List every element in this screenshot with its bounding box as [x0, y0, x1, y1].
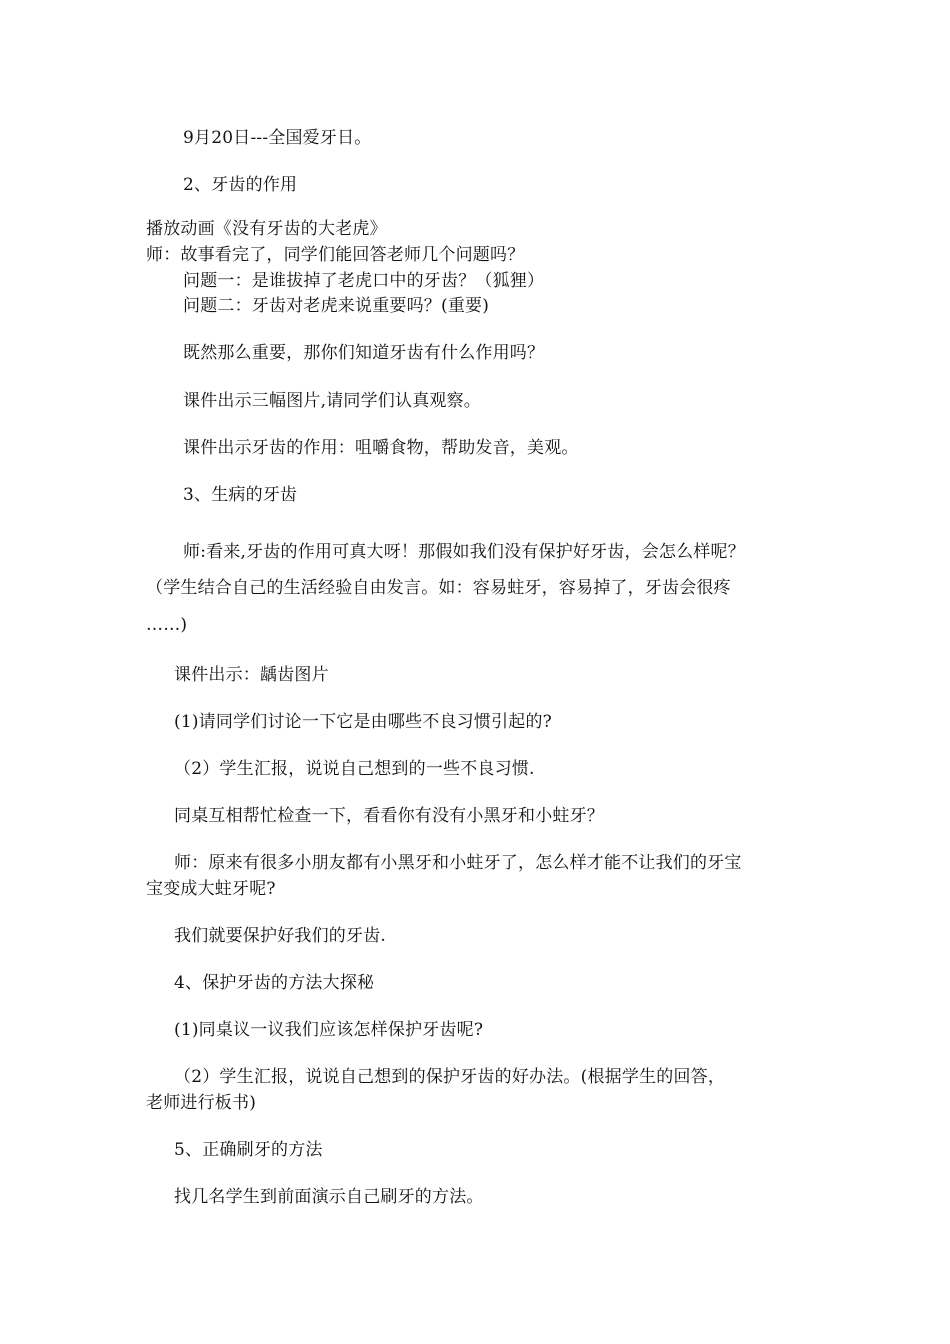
text-line: 课件出示三幅图片,请同学们认真观察。 [183, 391, 482, 411]
text-line: 既然那么重要，那你们知道牙齿有什么作用吗？ [183, 343, 545, 363]
text-line: 播放动画《没有牙齿的大老虎》 [146, 219, 387, 239]
text-line: ……) [146, 615, 188, 635]
text-line: 师:看来,牙齿的作用可真大呀！那假如我们没有保护好牙齿，会怎么样呢？ [183, 542, 745, 562]
section-heading: 5、正确刷牙的方法 [174, 1140, 323, 1160]
section-heading: 3、生病的牙齿 [183, 485, 298, 505]
text-line: 9月20日---全国爱牙日。 [183, 128, 372, 148]
text-line: 宝变成大蛀牙呢? [146, 879, 276, 899]
text-line: 老师进行板书) [146, 1093, 257, 1113]
section-heading: 4、保护牙齿的方法大探秘 [174, 973, 375, 993]
text-line: 课件出示牙齿的作用：咀嚼食物，帮助发音，美观。 [183, 438, 579, 458]
text-line: 问题一：是谁拔掉了老虎口中的牙齿？（狐狸） [183, 271, 545, 291]
text-line: （2）学生汇报，说说自己想到的一些不良习惯. [174, 759, 535, 779]
text-line: 师：原来有很多小朋友都有小黑牙和小蛀牙了，怎么样才能不让我们的牙宝 [174, 853, 742, 873]
text-line: 问题二：牙齿对老虎来说重要吗？(重要) [183, 296, 490, 316]
section-heading: 2、牙齿的作用 [183, 175, 298, 195]
text-line: 找几名学生到前面演示自己刷牙的方法。 [174, 1187, 484, 1207]
text-line: (1)同桌议一议我们应该怎样保护牙齿呢? [174, 1020, 484, 1040]
text-line: （2）学生汇报，说说自己想到的保护牙齿的好办法。(根据学生的回答， [174, 1067, 726, 1087]
text-line: 课件出示：龋齿图片 [174, 665, 329, 685]
text-line: (1)请同学们讨论一下它是由哪些不良习惯引起的? [174, 712, 552, 732]
text-line: （学生结合自己的生活经验自由发言。如：容易蛀牙，容易掉了，牙齿会很疼 [146, 578, 731, 598]
text-line: 同桌互相帮忙检查一下，看看你有没有小黑牙和小蛀牙？ [174, 806, 604, 826]
text-line: 师：故事看完了，同学们能回答老师几个问题吗？ [146, 245, 525, 265]
text-line: 我们就要保护好我们的牙齿. [174, 926, 387, 946]
